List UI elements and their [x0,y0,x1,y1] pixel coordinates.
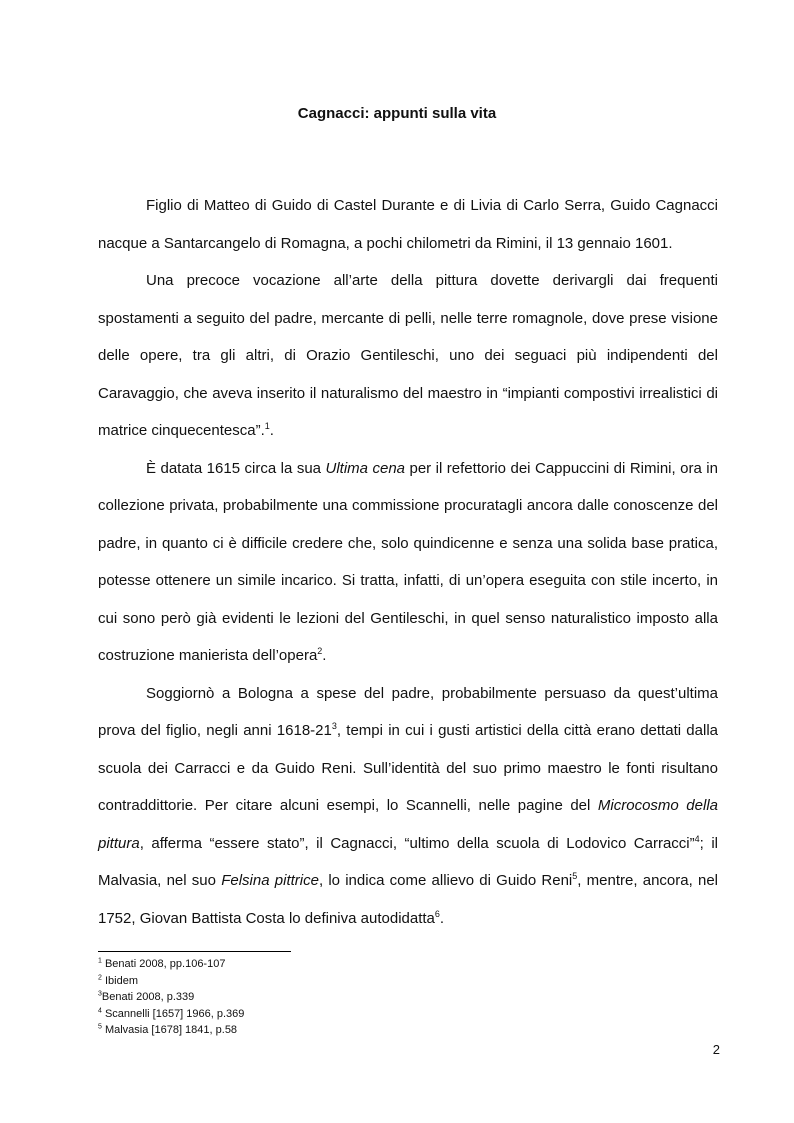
footnote-number: 1 [98,957,102,965]
paragraph-text: , lo indica come allievo di Guido Reni [318,872,573,889]
footnote-number: 3 [98,990,102,998]
italic-title: Felsina pittrice [221,872,319,889]
footnote-number: 2 [98,973,102,981]
paragraph-text: . [439,909,445,927]
paragraph-text: per il refettorio dei Cappuccini di Rimini, ora in collezione privata, probabilmente una commissione procuratagli ancora dalle conoscenze del padre, in quanto ci è difficile credere che, solo quindicenne e senza una solida base pratica, potesse ottenere un simile incarico. Si tratta, infatti, di un’opera eseguita con stile incerto, in cui sono però già evidenti le lezioni del Gentileschi, in quel senso naturalistico imposto alla costruzione manierista dell’opera [98,459,718,664]
footnote [98,1022,718,1039]
paragraph-text: , mentre, ancora, nel 1752, Giovan Battista Costa lo definiva autodidatta [98,872,718,927]
footnote-number: 5 [98,1023,102,1031]
paragraph-text: ; il Malvasia, nel suo [98,834,718,889]
paragraph [98,262,718,450]
page-title: Cagnacci: appunti sulla vita [297,105,497,122]
paragraph-text: . [269,422,274,439]
footnote-text: Scannelli [1657] 1966, p.369 [101,1007,245,1020]
footnote-reference: 6 [434,908,440,919]
paragraph-text: Una precoce vocazione all’arte della pittura dovette derivargli dai frequenti spostamenti a seguito del padre, mercante di pelli, nelle terre romagnole, dove prese visione delle opere, tra gli altri, di Orazio Gentileschi, uno dei seguaci più indipendenti del Caravaggio, che aveva inserito il naturalismo del maestro in “impianti compostivi irrealistici di matrice cinquecentesca”. [98,272,718,439]
italic-title: Microcosmo della pittura [98,797,718,852]
paragraph-text: . [322,647,327,664]
footnote-reference: 5 [572,871,578,881]
footnotes [98,956,718,1039]
paragraph-text: , afferma “essere stato”, il Cagnacci, “ultimo della scuola di Lodovico Carracci” [139,834,695,852]
paragraph [98,187,718,262]
page-number: 2 [712,1042,720,1057]
body-text [98,187,718,937]
footnote-number: 4 [98,1006,102,1014]
footnote-text: Benati 2008, p.339 [101,991,195,1003]
paragraph-text: Figlio di Matteo di Guido di Castel Durante e di Livia di Carlo Serra, Guido Cagnacci nacque a Santarcangelo di Romagna, a pochi chilometri da Rimini, il 13 gennaio 1601. [98,197,718,252]
italic-title: Ultima cena [325,459,406,477]
footnote-text: Benati 2008, pp.106-107 [101,958,226,970]
footnote-reference: 1 [264,421,270,431]
footnote [98,989,718,1006]
footnote-text: Ibidem [101,974,138,987]
footnote [98,956,718,973]
paragraph-text: , tempi in cui i gusti artistici della città erano dettati dalla scuola dei Carracci e da Guido Reni. Sull’identità del suo primo maestro le fonti risultano contraddittorie. Per citare alcuni esempi, lo Scannelli, nelle pagine del [98,722,718,814]
footnote [98,1006,718,1023]
paragraph-text: Soggiornò a Bologna a spese del padre, probabilmente persuaso da quest’ultima prova del figlio, negli anni 1618-21 [98,684,718,739]
footnote [98,973,718,990]
footnote-reference: 4 [694,833,700,844]
footnote-text: Malvasia [1678] 1841, p.58 [101,1024,238,1036]
paragraph [98,675,718,938]
paragraph-text: È datata 1615 circa la sua [146,459,326,477]
footnote-reference: 2 [317,646,323,656]
footnote-reference: 3 [331,721,337,731]
paragraph [98,450,718,675]
footnote-separator [98,951,291,952]
